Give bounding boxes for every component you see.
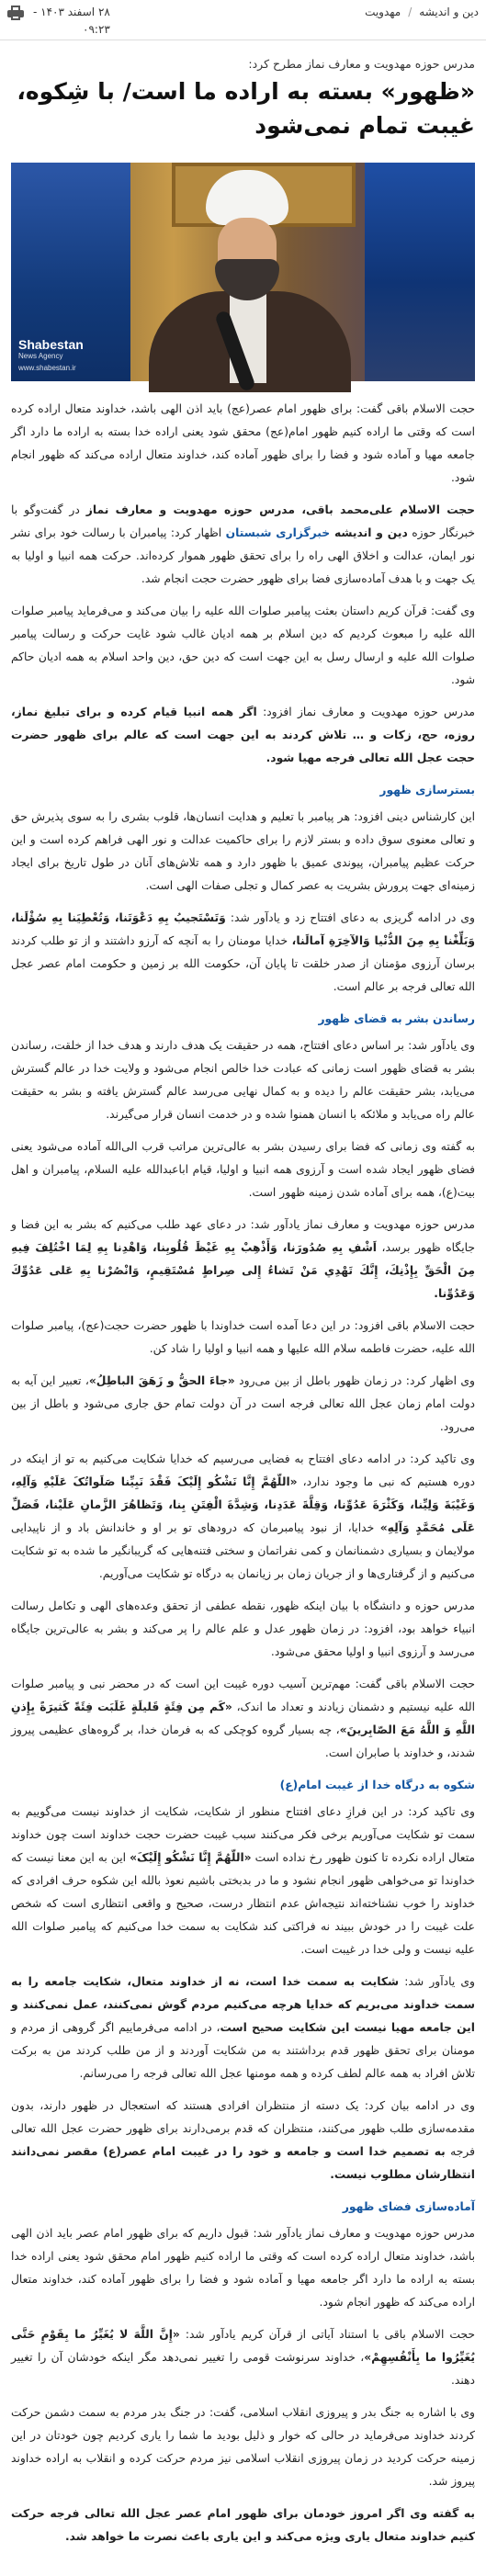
bold-text: «اللّهُمَّ إِنَّا نَشْکُو إِلَیْکَ» — [130, 1851, 252, 1864]
top-bar — [0, 0, 486, 40]
article-body — [0, 381, 486, 2576]
bold-text: حجت الاسلام علی‌محمد باقی، مدرس حوزه مهدویت و معارف نماز — [85, 503, 475, 516]
paragraph: وی با اشاره به جنگ بدر و پیروزی انقلاب اسلامی، گفت: در جنگ بدر مردم به سمت دشمن حرکت کردند خداوند می‌فرماید در حالی که خوار و ذلیل بودید ما شما را یاری کردیم چون خودتان در این زمینه حرکت کردید در زمان پیروزی انقلاب اسلامی نیز مردم حرکت کرده و انقلاب به اراده خداوند پیروز شد. — [11, 2406, 475, 2488]
paragraph — [11, 1370, 475, 1439]
bold-text: «إِنَّ اللَّهَ لا یُغَیِّرُ ما بِقَوْمٍ حَتَّی یُغَیِّرُوا ما بِأَنْفُسِهِمْ» — [11, 2328, 475, 2364]
paragraph — [11, 2095, 475, 2186]
bold-text: «کَم مِن فِئَةٍ قَلیلَةٍ غَلَبَت فِئَةً کَثیرَةً بِإِذنِ اللَّهِ وَ اللَّهُ مَعَ الصّابِرینَ» — [11, 1700, 475, 1736]
text: وی اظهار کرد: در زمان ظهور باطل از بین می‌رود — [234, 1374, 475, 1387]
bold-text: به تصمیم خدا است و جامعه و خود را در غیبت امام عصر(ع) مقصر نمی‌دانند انتظارشان مطلوب نیست. — [11, 2145, 475, 2181]
paragraph — [11, 907, 475, 999]
text: وی تاکید کرد: در ادامه دعای افتتاح به فضایی می‌رسیم که خدایا شکایت می‌کنیم به تو از اینکه در دوره هستیم که نبی ما وجود ندارد، — [11, 1452, 475, 1488]
bold-text: «اللّهُمَّ إِنَّا نَشْکُو إِلَیْکَ فَقْدَ نَبِیِّنا صَلَواتُکَ عَلَیْهِ وَآلِهِ، وَغَیْبَةَ وَلِیِّنا، وَکَثْرَةَ عَدُوِّنا، وَقِلَّةَ عَدَدِنا، وَشِدَّةَ الْفِتَنِ بِنا، وَتَظاهُرَ الزَّمانِ عَلَیْنا، فَصَلِّ عَلَی مُحَمَّدٍ وَآلِهِ» — [11, 1475, 475, 1534]
bold-text: اگر همه انبیا قیام کرده و برای تبلیغ نماز، روزه، حج، زکات و … تلاش کردند به این جهت است که عالم برای ظهور حضرت حجت عجل الله تعالی فرجه مهیا شود. — [11, 706, 475, 764]
paragraph — [11, 2323, 475, 2392]
text: وی یادآور شد: — [399, 1975, 475, 1988]
text: مدرس حوزه مهدویت و معارف نماز یادآور شد: در دعای عهد طلب می‌کنیم که بشر به این فضا و جایگاه ظهور برسد، — [11, 1218, 475, 1254]
watermark-sub: News Agency — [18, 352, 63, 360]
article-image — [11, 163, 475, 381]
paragraph: حجت الاسلام باقی افزود: در این دعا آمده است خداوندا با ظهور حضرت حجت(عج)، پیامبر صلوات الله علیه، حضرت فاطمه سلام الله علیها و همه انبیا و اولیا را شاد کن. — [11, 1319, 475, 1355]
publish-time: ۰۹:۲۳ — [83, 23, 110, 36]
bold-text: وَتَسْتَجيبُ بِهِ دَعْوَتَنا، وَتُعْطِيَنا بِهِ سُؤْلَنا، وَبَلِّغْنا بِهِ مِنَ الدُّنْيا وَالآخِرَةِ آمالَنا، — [11, 911, 475, 947]
breadcrumb — [365, 4, 479, 18]
paragraph — [11, 1214, 475, 1305]
paragraph — [11, 701, 475, 770]
image-watermark-logo — [18, 339, 84, 374]
bold-text: دین و اندیشه — [333, 526, 408, 539]
paragraph — [11, 1971, 475, 2085]
watermark-url: www.shabestan.ir — [18, 364, 76, 372]
paragraph: وی گفت: قرآن کریم داستان بعثت پیامبر صلوات الله علیه را بیان می‌کند و می‌فرماید پیامبر صلوات الله علیه را مبعوث کردیم که دین اسلام بر همه ادیان غالب شود غایت حرکت و رسالت پیامبر صلوات الله علیه و ارسال رسل به این جهت است که دین حق، دین واحد اسلام به همه ادیان حاکم شود. — [11, 604, 475, 686]
text: این به این معنا نیست که خداوندا تو می‌خواهی ظهور انجام نشود و ما در بدبختی باشیم نعوذ بالله این شکوه حرف افرادی که خداوند را خوب نشناخته‌اند نتیجه‌اش عدم انتظار درست، صحیح و واقعی انتظاری است که شخص علت غیبت را در خودش ببیند نه فراکتی کند شکایت به سمت خدا می‌کنیم که پیامبر صلوات الله علیه نیست و ولی خدا در غیبت است. — [11, 1851, 475, 1956]
publish-date — [33, 4, 110, 39]
paragraph — [11, 1448, 475, 1586]
subheading: رساندن بشر به قضای ظهور — [318, 1012, 475, 1025]
bold-text: شکایت به سمت خدا است، نه از خداوند متعال، شکایت جامعه را به سمت خداوند می‌بریم که خدایا هرچه می‌کنیم مردم گوش نمی‌کنند، عمل نمی‌کنند و این جامعه مهیا نیست این شکایت صحیح است — [11, 1975, 475, 2034]
paragraph: مدرس حوزه مهدویت و معارف نماز یادآور شد: قبول داریم که برای ظهور امام عصر باید اذن الهی باشد، خداوند متعال اراده کرده است که وقتی ما اراده کنیم ظهور امام محقق شود یعنی اراده خدا بسته به اراده ما دارد اگر جامعه مهیا و آماده شود و فضا را برای ظهور آماده کند، خداوند متعال اراده می‌کند که ظهور انجام شود. — [11, 2227, 475, 2309]
text: مدرس حوزه مهدویت و معارف نماز افزود: — [256, 706, 475, 718]
paragraph — [11, 1801, 475, 1961]
image-background-right — [365, 163, 475, 381]
text: خدایا، از نبود پیامبرمان که درودهای تو بر او و خاندانش باد و از ناپیدایی مولایمان و بسیاری دشمنانمان و کمی نفراتمان و سختی فتنه‌هایی که گریبانگیر ما شده به تو شکایت می‌کنیم و از گرفتاری‌ها و از جریان زمان بر زیانمان به درگاه تو شکایت می‌آوریم. — [11, 1521, 475, 1580]
text: ، تعبیر این آیه به دولت امام زمان عجل الله تعالی فرجه است در آن دولت تمام حق جاری می‌شود و باطل از بین می‌رود. — [11, 1374, 475, 1433]
article-lead: مدرس حوزه مهدویت و معارف نماز مطرح کرد: — [248, 57, 475, 71]
text: حجت الاسلام باقی گفت: مهم‌ترین آسیب دوره غیبت این است که در محضر نبی و پیامبر صلوات الله علیه نیستیم و دشمنان زیادند و تعداد ما اندک، — [11, 1678, 475, 1713]
paragraph: حجت الاسلام باقی گفت: برای ظهور امام عصر(عج) باید اذن الهی باشد، خداوند متعال اراده کرده است که وقتی ما اراده کنیم ظهور امام(عج) محقق شود یعنی اراده خدا بسته به اراده ما دارد اگر جامعه مهیا و آماده شود و فضا را برای ظهور آماده کند، خداوند متعال اراده می‌کند که ظهور انجام شود. — [11, 402, 475, 484]
text: وی در ادامه گریزی به دعای افتتاح زد و یادآور شد: — [225, 911, 475, 924]
text: ، چه بسیار گروه کوچکی که به فرمان خدا، بر گروه‌های عظیمی پیروز شدند، و خداوند با صابران است. — [11, 1723, 475, 1759]
breadcrumb-section[interactable]: دین و اندیشه — [419, 6, 479, 18]
breadcrumb-category[interactable]: مهدویت — [365, 6, 401, 18]
bold-text: اَشْفِ بِهِ صُدُورَنا، وَأَذْهِبْ بِهِ غَيْظَ قُلُوبِنا، وَاهْدِنا بِهِ لِمَا اخْتُلِفَ فِيهِ مِنَ الْحَقِّ بِإِذْنِكَ، إِنَّكَ تَهْدِي مَنْ تَشاءُ إِلى صِراطٍ مُسْتَقِيمٍ، وَانْصُرْنا بِهِ عَلى عَدُوِّكَ وَعَدُوِّنا. — [11, 1241, 475, 1300]
print-icon[interactable] — [7, 6, 24, 20]
date-block — [7, 4, 110, 39]
text: خدایا مومنان را به آنچه که آرزو داشتند و از تو طلب کردند برسان آرزوی مؤمنان از صدر خلقت تا پایان آن، حکومت الله بر زمین و حکومت امام عصر عجل الله تعالی فرجه بر عالم است. — [11, 934, 475, 993]
article-title: «ظهور» بسته به اراده ما است/ با شِکوه، غیبت تمام نمی‌شود — [17, 78, 475, 139]
bold-text: «جاءَ الحقُّ و زَهَقَ الباطِلُ» — [88, 1374, 235, 1387]
breadcrumb-separator: / — [408, 6, 413, 18]
paragraph — [11, 499, 475, 591]
paragraph: این کارشناس دینی افزود: هر پیامبر با تعلیم و هدایت انسان‌ها، قلوب بشری را به سوی پذیرش حق و تعالی معنوی سوق داده و بستر لازم را برای حاکمیت عدالت و نور الهی فراهم کرده است و این حرکت عظیم پیامبران، پیوندی عمیق با ظهور دارد و همه تلاش‌های آنان در طول تاریخ برای ایجاد زمینه‌ای جهت پرورش بشریت به عصر کمال و تجلی صفات الهی است. — [11, 810, 475, 892]
text: وی تاکید کرد: در این فرازِ دعای افتتاح منظور از شکایت، شکایت از خداوند نیست می‌گوییم به سمت تو شکایت می‌آوریم برخی فکر می‌کنند سبب غیبت حضرت حجت خداوند است چون خداوند متعال اراده نکرده تا کنون ظهور رخ نداده است — [11, 1805, 475, 1864]
subheading: آماده‌سازی فضای ظهور — [342, 2200, 475, 2213]
text: حجت الاسلام باقی با استناد آیاتی از قرآن کریم یادآور شد: — [179, 2328, 476, 2341]
text: اظهار کرد: پیامبران با رسالت خود برای نشر نور ایمان، عدالت و اخلاق الهی راه را برای تحقق ظهور هموار کرده‌اند. حرکت همه انبیا و اولیا به یک جهت و با هدف آماده‌سازی فضا برای ظهور حضرت حجت انجام شد. — [11, 526, 475, 585]
subheading: شکوه به درگاه خدا از غیبت امام(ع) — [279, 1779, 475, 1791]
paragraph: به گفته وی زمانی که فضا برای رسیدن بشر به عالی‌ترین مراتب قرب الی‌الله آماده می‌شود یعنی فضای ظهور ایجاد شده است و آرزوی همه انبیا و اولیا، قیام اباعبدالله علیه السلام، پیامبران و اهل بیت(ع)، همه برای آماده شدن زمینه ظهور است. — [11, 1140, 475, 1199]
publish-day: ۲۸ اسفند ۱۴۰۳ - — [33, 6, 110, 18]
agency-link[interactable]: خبرگزاری شبستان — [225, 526, 334, 539]
text: در گفت‌وگو با خبرنگار حوزه — [11, 503, 475, 539]
paragraph: به گفته وی اگر امروز خودمان برای ظهور امام عصر عجل الله تعالی فرجه حرکت کنیم خداوند متعال یاری ویژه می‌کند و این یاری باعث نصرت ما خواهد شد. — [11, 2507, 475, 2543]
paragraph: وی یادآور شد: بر اساس دعای افتتاح، همه در حقیقت یک هدف دارند و هدف خدا از خلقت، رساندن بشر به قضای ظهور است زمانی که عبادت خدا خالص انجام می‌شود و ولایت خدا در عالم گسترش می‌یابد، بشر حقیقت عالم را دیده و به کمال نهایی می‌رسد عالم گسترش یافته و بشر به حقیقت عالم راه می‌یابد و ملائکه با انسان همنوا شده و در خدمت انسان قرار می‌گیرند. — [11, 1039, 475, 1121]
text: ، در ادامه می‌فرماییم اگر گروهی از مردم و مومنان برای تحقق ظهور قدم برداشتند به من شکایت آوردند و از من طلب کردند من به برکت تلاش افراد به همه عالم لطف کرده و همه مومنها عجل الله تعالی فرجه را می‌رسانم. — [11, 2021, 475, 2080]
paragraph: مدرس حوزه و دانشگاه با بیان اینکه ظهور، نقطه عطفی از تحقق وعده‌های الهی و تکامل رسالت انبیاء خواهد بود، افزود: در زمان ظهور عدل و علم عالم را پر می‌کند و بشر به عالی‌ترین جایگاه می‌رسد و آرزوی انبیا و اولیا محقق می‌شود. — [11, 1599, 475, 1658]
subheading: بسترسازی ظهور — [379, 784, 475, 797]
text: ، خداوند سرنوشت قومی را تغییر نمی‌دهد مگر اینکه خودشان آن را تغییر دهند. — [11, 2351, 475, 2387]
paragraph — [11, 1673, 475, 1765]
watermark-name: Shabestan — [18, 337, 84, 352]
text: وی در ادامه بیان کرد: یک دسته از منتظران افرادی هستند که استعجال در ظهور دارند، بدون مقدمه‌سازی طلب ظهور می‌کنند، منتظران که قدم برمی‌دارند برای ظهور حضرت عجل الله تعالی فرجه — [11, 2099, 475, 2158]
